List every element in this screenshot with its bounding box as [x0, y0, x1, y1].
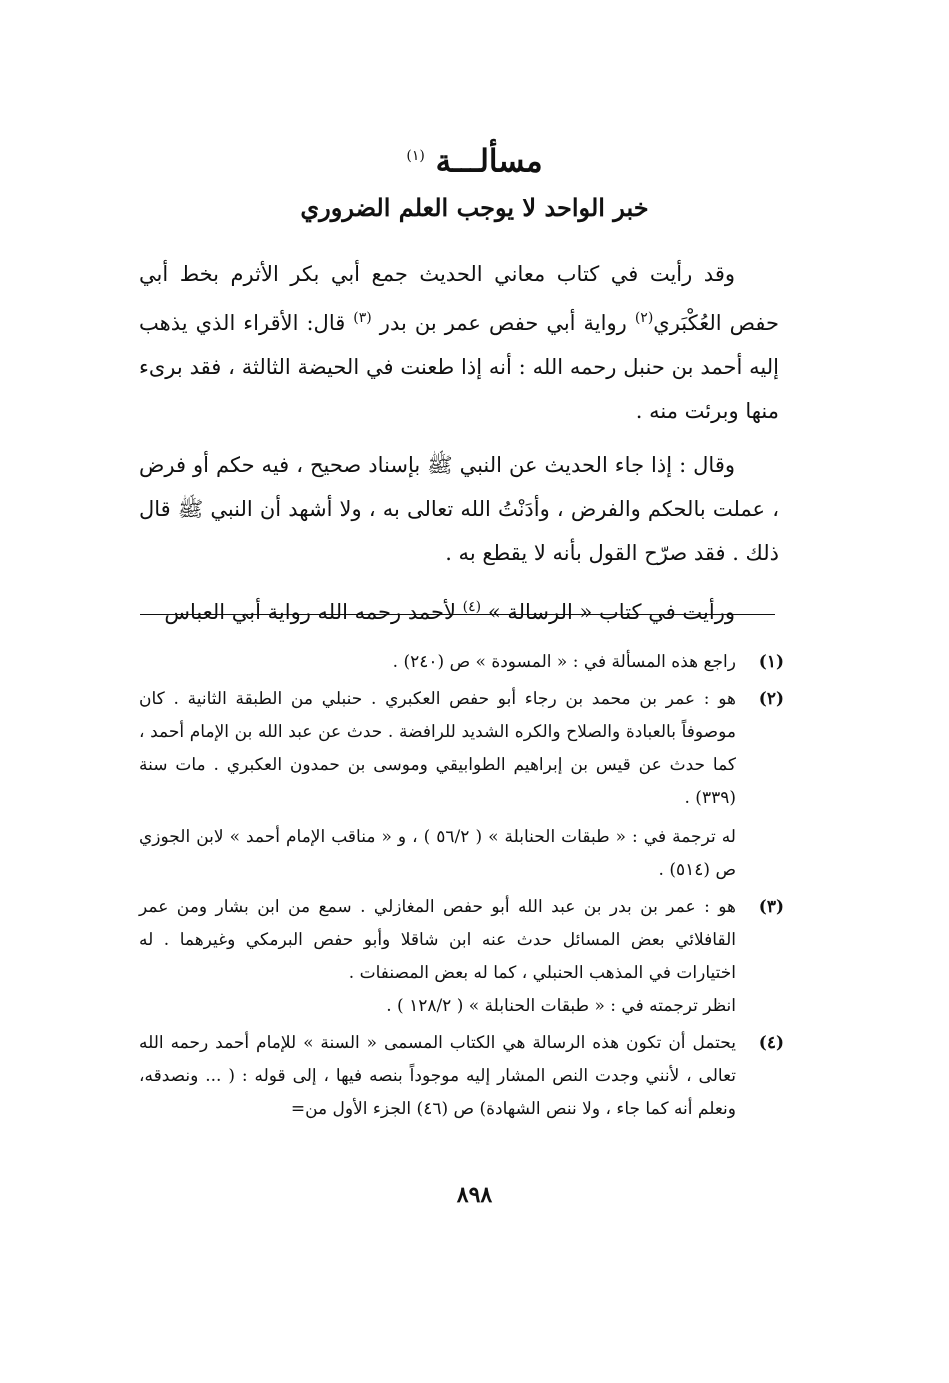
- footnote-number: (٢): [758, 689, 784, 709]
- paragraph-3-part-2: لأحمد رحمه الله رواية أبي العباس: [164, 600, 456, 624]
- heading-footnote-ref[interactable]: (١): [406, 148, 425, 164]
- paragraph-2: وقال : إذا جاء الحديث عن النبي ﷺ بإسناد صحيح ، فيه حكم أو فرض ، عملت بالحكم والفرض ، وأدَنْتُ الله تعالى به ، ولا أشهد أن النبي ﷺ قال ذلك . فقد صرّح القول بأنه لا يقطع به .: [139, 453, 779, 565]
- paragraph-1-part-1: وقد رأيت في كتاب معاني الحديث جمع أبي بكر الأثرم بخط أبي حفص العُكْبَري: [139, 262, 779, 335]
- issue-heading: [0, 132, 949, 185]
- footnote-text: راجع هذه المسألة في : « المسودة » ص (٢٤٠) .: [392, 652, 736, 672]
- footnote-4: [139, 1027, 784, 1126]
- footnote-2: [139, 683, 784, 887]
- footnote-text: هو : عمر بن بدر بن عبد الله أبو حفص المغازلي . سمع من ابن بشار ومن عمر القافلائي بعض المسائل حدث عنه ابن شاقلا وأبو حفص البرمكي وغيرهما . له اختيارات في المذهب الحنبلي ، كما له بعض المصنفات .: [139, 897, 736, 983]
- footnote-1: [139, 646, 784, 679]
- issue-subheading: خبر الواحد لا يوجب العلم الضروري: [300, 193, 649, 222]
- footnote-number: (٤): [758, 1033, 784, 1053]
- footnote-text: هو : عمر بن محمد بن رجاء أبو حفص العكبري . حنبلي من الطبقة الثانية . كان موصوفاً بالعبادة والصلاح والكره الشديد للرافضة . حدث عن عبد الله بن الإمام أحمد ، كما حدث عن قيس بن إبراهيم الطوابيقي وموسى بن حمدون العكبري . مات سنة (٣٣٩) .: [139, 689, 736, 808]
- paragraph-3-part-1: ورأيت في كتاب « الرسالة »: [487, 600, 735, 624]
- footnote-ref-4[interactable]: (٤): [462, 599, 482, 615]
- footnotes: [139, 646, 784, 1130]
- issue-title: مسألـــة: [435, 143, 543, 180]
- footnote-number: (٣): [758, 897, 784, 917]
- paragraph-1-part-3: قال: الأقراء الذي يذهب إليه أحمد بن حنبل رحمه الله : أنه إذا طعنت في الحيضة الثالثة ، فقد برىء منها وبرئت منه .: [139, 311, 779, 423]
- paragraph-1-part-2: رواية أبي حفص عمر بن بدر: [379, 311, 627, 335]
- footnote-text: يحتمل أن تكون هذه الرسالة هي الكتاب المسمى « السنة » للإمام أحمد رحمه الله تعالى ، لأنني وجدت النص المشار إليه موجوداً بنصه فيها ، إلى قوله : ( ... ونصدقه، ونعلم أنه كما جاء ، ولا ننص الشهادة) ص (٤٦) الجزء الأول من=: [139, 1033, 736, 1119]
- footnote-ref-2[interactable]: (٢): [634, 310, 654, 326]
- footnote-ref-3[interactable]: (٣): [353, 310, 372, 326]
- footnote-3: [139, 891, 784, 1023]
- footnote-text: له ترجمة في : « طبقات الحنابلة » ( ٥٦/٢ ) ، و « مناقب الإمام أحمد » لابن الجوزي ص (٥١٤) .: [139, 827, 736, 880]
- page-number: ٨٩٨: [456, 1182, 493, 1208]
- paragraph-3: [139, 585, 779, 634]
- footnote-divider: [140, 614, 775, 615]
- footnote-number: (١): [758, 652, 784, 672]
- footnote-text: انظر ترجمته في : « طبقات الحنابلة » ( ١٢٨/٢ ) .: [386, 996, 736, 1016]
- paragraph-1: [139, 252, 779, 433]
- main-text: [139, 252, 779, 644]
